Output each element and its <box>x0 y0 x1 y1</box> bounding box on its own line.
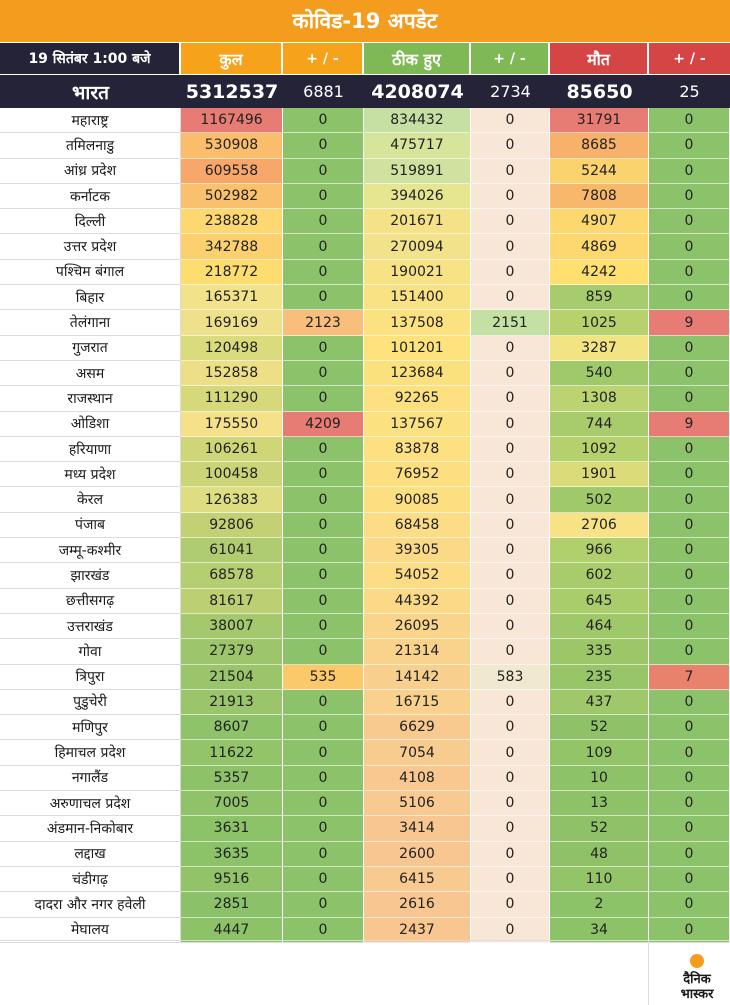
deaths-delta-cell: 0 <box>649 361 730 386</box>
deaths-delta-cell: 0 <box>649 336 730 361</box>
total-cell: 21913 <box>181 690 283 715</box>
deaths-cell: 8685 <box>550 133 649 158</box>
recovered-header: ठीक हुए <box>364 43 471 74</box>
deaths-delta-cell: 0 <box>649 842 730 867</box>
table-row <box>0 816 730 841</box>
deaths-cell: 1901 <box>550 462 649 487</box>
total-delta-cell: 0 <box>283 563 364 588</box>
total-cell: 92806 <box>181 513 283 538</box>
recovered-cell: 7054 <box>364 740 471 765</box>
total-delta-cell: 0 <box>283 690 364 715</box>
table-row <box>0 108 730 133</box>
table-row <box>0 589 730 614</box>
table-row <box>0 715 730 740</box>
deaths-delta-cell: 0 <box>649 639 730 664</box>
footer-divider <box>648 941 649 1005</box>
recovered-delta-cell: 0 <box>471 892 550 917</box>
deaths-cell: 645 <box>550 589 649 614</box>
deaths-cell: 464 <box>550 614 649 639</box>
table-row <box>0 336 730 361</box>
table-row <box>0 766 730 791</box>
total-delta-cell: 0 <box>283 918 364 943</box>
table-row <box>0 310 730 335</box>
deaths-delta-cell: 0 <box>649 487 730 512</box>
recovered-delta-cell: 0 <box>471 336 550 361</box>
total-cell: 7005 <box>181 791 283 816</box>
total-cell: 175550 <box>181 412 283 437</box>
deaths-cell: 34 <box>550 918 649 943</box>
state-name: तेलंगाना <box>0 310 181 335</box>
total-delta-cell: 0 <box>283 538 364 563</box>
deaths-delta-cell: 0 <box>649 285 730 310</box>
recovered-delta-cell: 0 <box>471 639 550 664</box>
date-time-label: 19 सितंबर 1:00 बजे <box>0 43 181 74</box>
total-delta-cell: 0 <box>283 462 364 487</box>
table-row <box>0 487 730 512</box>
total-cell: 38007 <box>181 614 283 639</box>
total-cell: 126383 <box>181 487 283 512</box>
table-row <box>0 867 730 892</box>
state-name: दिल्ली <box>0 209 181 234</box>
total-cell: 1167496 <box>181 108 283 133</box>
deaths-cell: 602 <box>550 563 649 588</box>
recovered-cell: 137567 <box>364 412 471 437</box>
recovered-delta-cell: 0 <box>471 285 550 310</box>
deaths-delta-cell: 0 <box>649 159 730 184</box>
state-name: जम्मू-कश्मीर <box>0 538 181 563</box>
total-cell: 4447 <box>181 918 283 943</box>
state-name: तमिलनाडु <box>0 133 181 158</box>
state-name: कर्नाटक <box>0 184 181 209</box>
recovered-cell: 21314 <box>364 639 471 664</box>
india-recovered-delta: 2734 <box>490 82 531 101</box>
india-total-delta: 6881 <box>303 82 344 101</box>
recovered-cell: 6415 <box>364 867 471 892</box>
total-delta-cell: 0 <box>283 867 364 892</box>
total-cell: 342788 <box>181 234 283 259</box>
recovered-delta-cell: 0 <box>471 715 550 740</box>
deaths-header: मौत <box>550 43 649 74</box>
recovered-cell: 151400 <box>364 285 471 310</box>
state-name: उत्तर प्रदेश <box>0 234 181 259</box>
recovered-cell: 123684 <box>364 361 471 386</box>
table-row <box>0 285 730 310</box>
deaths-delta-cell: 0 <box>649 133 730 158</box>
total-cell: 502982 <box>181 184 283 209</box>
recovered-delta-cell: 0 <box>471 740 550 765</box>
deaths-cell: 4242 <box>550 260 649 285</box>
total-cell: 165371 <box>181 285 283 310</box>
total-delta-cell: 0 <box>283 589 364 614</box>
recovered-delta-cell: 0 <box>471 184 550 209</box>
footer <box>0 940 730 1005</box>
total-delta-cell: 0 <box>283 133 364 158</box>
deaths-cell: 1025 <box>550 310 649 335</box>
total-cell: 100458 <box>181 462 283 487</box>
deaths-cell: 52 <box>550 816 649 841</box>
total-cell: 530908 <box>181 133 283 158</box>
deaths-delta-cell: 0 <box>649 614 730 639</box>
recovered-delta-cell: 0 <box>471 766 550 791</box>
recovered-cell: 16715 <box>364 690 471 715</box>
table-row <box>0 892 730 917</box>
total-cell: 120498 <box>181 336 283 361</box>
state-name: मध्य प्रदेश <box>0 462 181 487</box>
table-row <box>0 740 730 765</box>
deaths-delta-cell: 0 <box>649 437 730 462</box>
deaths-cell: 3287 <box>550 336 649 361</box>
total-delta-cell: 0 <box>283 487 364 512</box>
india-total-row <box>0 75 730 108</box>
deaths-delta-cell: 0 <box>649 867 730 892</box>
recovered-cell: 4108 <box>364 766 471 791</box>
deaths-cell: 110 <box>550 867 649 892</box>
total-cell: 11622 <box>181 740 283 765</box>
table-row <box>0 184 730 209</box>
recovered-delta-cell: 0 <box>471 690 550 715</box>
recovered-delta-cell: 0 <box>471 260 550 285</box>
recovered-cell: 2616 <box>364 892 471 917</box>
deaths-cell: 1308 <box>550 386 649 411</box>
total-cell: 3631 <box>181 816 283 841</box>
total-cell: 81617 <box>181 589 283 614</box>
state-name: असम <box>0 361 181 386</box>
state-name: केरल <box>0 487 181 512</box>
deaths-cell: 859 <box>550 285 649 310</box>
recovered-cell: 26095 <box>364 614 471 639</box>
deaths-delta-cell: 7 <box>649 665 730 690</box>
table-row <box>0 665 730 690</box>
total-cell: 61041 <box>181 538 283 563</box>
deaths-delta-cell: 9 <box>649 310 730 335</box>
recovered-delta-cell: 0 <box>471 589 550 614</box>
total-delta-cell: 0 <box>283 766 364 791</box>
table-row <box>0 639 730 664</box>
recovered-cell: 2437 <box>364 918 471 943</box>
table-row <box>0 690 730 715</box>
table-row <box>0 361 730 386</box>
recovered-cell: 101201 <box>364 336 471 361</box>
total-cell: 2851 <box>181 892 283 917</box>
recovered-cell: 519891 <box>364 159 471 184</box>
total-cell: 169169 <box>181 310 283 335</box>
recovered-delta-cell: 0 <box>471 437 550 462</box>
india-deaths: 85650 <box>566 80 633 103</box>
deaths-delta-cell: 0 <box>649 766 730 791</box>
deaths-cell: 744 <box>550 412 649 437</box>
recovered-delta-cell: 583 <box>471 665 550 690</box>
deaths-delta-cell: 0 <box>649 513 730 538</box>
recovered-cell: 475717 <box>364 133 471 158</box>
deaths-cell: 109 <box>550 740 649 765</box>
total-delta-cell: 0 <box>283 184 364 209</box>
deaths-delta-cell: 0 <box>649 816 730 841</box>
recovered-delta-header: + / - <box>471 43 550 74</box>
state-name: हिमाचल प्रदेश <box>0 740 181 765</box>
total-delta-cell: 0 <box>283 892 364 917</box>
deaths-delta-cell: 0 <box>649 462 730 487</box>
deaths-cell: 31791 <box>550 108 649 133</box>
table-row <box>0 791 730 816</box>
deaths-cell: 4907 <box>550 209 649 234</box>
deaths-cell: 5244 <box>550 159 649 184</box>
deaths-delta-cell: 0 <box>649 209 730 234</box>
deaths-delta-cell: 0 <box>649 108 730 133</box>
total-cell: 9516 <box>181 867 283 892</box>
table-row <box>0 538 730 563</box>
deaths-cell: 1092 <box>550 437 649 462</box>
state-name: पंजाब <box>0 513 181 538</box>
table-row <box>0 234 730 259</box>
recovered-delta-cell: 0 <box>471 563 550 588</box>
total-cell: 152858 <box>181 361 283 386</box>
total-cell: 5357 <box>181 766 283 791</box>
table-row <box>0 437 730 462</box>
total-delta-cell: 0 <box>283 108 364 133</box>
total-cell: 111290 <box>181 386 283 411</box>
recovered-delta-cell: 0 <box>471 487 550 512</box>
india-name: भारत <box>72 81 109 104</box>
deaths-cell: 10 <box>550 766 649 791</box>
recovered-cell: 44392 <box>364 589 471 614</box>
recovered-delta-cell: 0 <box>471 234 550 259</box>
recovered-cell: 92265 <box>364 386 471 411</box>
table-row <box>0 563 730 588</box>
total-delta-cell: 0 <box>283 285 364 310</box>
state-name: राजस्थान <box>0 386 181 411</box>
state-name: पश्चिम बंगाल <box>0 260 181 285</box>
table-row <box>0 842 730 867</box>
recovered-cell: 83878 <box>364 437 471 462</box>
recovered-delta-cell: 0 <box>471 133 550 158</box>
total-delta-cell: 0 <box>283 437 364 462</box>
state-name: छत्तीसगढ़ <box>0 589 181 614</box>
state-name: उत्तराखंड <box>0 614 181 639</box>
deaths-cell: 7808 <box>550 184 649 209</box>
table-row <box>0 159 730 184</box>
deaths-delta-cell: 0 <box>649 918 730 943</box>
recovered-delta-cell: 0 <box>471 209 550 234</box>
deaths-cell: 4869 <box>550 234 649 259</box>
table-row <box>0 462 730 487</box>
recovered-cell: 39305 <box>364 538 471 563</box>
recovered-delta-cell: 0 <box>471 538 550 563</box>
total-cell: 218772 <box>181 260 283 285</box>
recovered-delta-cell: 0 <box>471 108 550 133</box>
recovered-delta-cell: 0 <box>471 159 550 184</box>
total-delta-cell: 4209 <box>283 412 364 437</box>
table-row <box>0 513 730 538</box>
deaths-cell: 502 <box>550 487 649 512</box>
state-name: मणिपुर <box>0 715 181 740</box>
page-title: कोविड-19 अपडेट <box>0 0 730 42</box>
total-delta-cell: 0 <box>283 842 364 867</box>
recovered-cell: 190021 <box>364 260 471 285</box>
total-delta-cell: 0 <box>283 386 364 411</box>
recovered-delta-cell: 0 <box>471 513 550 538</box>
total-cell: 106261 <box>181 437 283 462</box>
deaths-delta-cell: 0 <box>649 538 730 563</box>
recovered-delta-cell: 0 <box>471 791 550 816</box>
table-row <box>0 412 730 437</box>
recovered-delta-cell: 0 <box>471 462 550 487</box>
deaths-delta-cell: 0 <box>649 260 730 285</box>
state-name: ओडिशा <box>0 412 181 437</box>
recovered-cell: 394026 <box>364 184 471 209</box>
recovered-cell: 5106 <box>364 791 471 816</box>
recovered-cell: 68458 <box>364 513 471 538</box>
total-delta-cell: 0 <box>283 260 364 285</box>
deaths-delta-cell: 0 <box>649 791 730 816</box>
total-delta-cell: 0 <box>283 209 364 234</box>
deaths-delta-cell: 0 <box>649 184 730 209</box>
total-delta-cell: 0 <box>283 715 364 740</box>
state-name: अंडमान-निकोबार <box>0 816 181 841</box>
total-cell: 27379 <box>181 639 283 664</box>
table-row <box>0 133 730 158</box>
recovered-delta-cell: 2151 <box>471 310 550 335</box>
deaths-cell: 2706 <box>550 513 649 538</box>
column-header-row <box>0 43 730 74</box>
total-delta-header: + / - <box>283 43 364 74</box>
table-row <box>0 918 730 943</box>
state-name: चंडीगढ़ <box>0 867 181 892</box>
recovered-delta-cell: 0 <box>471 361 550 386</box>
deaths-delta-cell: 0 <box>649 563 730 588</box>
total-delta-cell: 0 <box>283 816 364 841</box>
recovered-delta-cell: 0 <box>471 842 550 867</box>
state-name: अरुणाचल प्रदेश <box>0 791 181 816</box>
recovered-cell: 90085 <box>364 487 471 512</box>
recovered-delta-cell: 0 <box>471 614 550 639</box>
india-total: 5312537 <box>185 80 279 103</box>
deaths-delta-cell: 0 <box>649 386 730 411</box>
total-delta-cell: 0 <box>283 361 364 386</box>
state-name: त्रिपुरा <box>0 665 181 690</box>
state-name: पुडुचेरी <box>0 690 181 715</box>
state-name: बिहार <box>0 285 181 310</box>
total-cell: 609558 <box>181 159 283 184</box>
state-name: आंध्र प्रदेश <box>0 159 181 184</box>
state-name: नगालैंड <box>0 766 181 791</box>
table-row <box>0 614 730 639</box>
recovered-cell: 834432 <box>364 108 471 133</box>
total-delta-cell: 535 <box>283 665 364 690</box>
table-row <box>0 260 730 285</box>
table-row <box>0 386 730 411</box>
deaths-cell: 48 <box>550 842 649 867</box>
table-row <box>0 209 730 234</box>
deaths-cell: 437 <box>550 690 649 715</box>
total-delta-cell: 0 <box>283 740 364 765</box>
state-table <box>0 108 730 943</box>
recovered-cell: 54052 <box>364 563 471 588</box>
deaths-cell: 966 <box>550 538 649 563</box>
deaths-delta-header: + / - <box>649 43 730 74</box>
deaths-cell: 335 <box>550 639 649 664</box>
recovered-cell: 3414 <box>364 816 471 841</box>
total-delta-cell: 0 <box>283 336 364 361</box>
deaths-cell: 540 <box>550 361 649 386</box>
state-name: हरियाणा <box>0 437 181 462</box>
recovered-delta-cell: 0 <box>471 386 550 411</box>
recovered-cell: 6629 <box>364 715 471 740</box>
recovered-cell: 76952 <box>364 462 471 487</box>
total-header: कुल <box>181 43 283 74</box>
deaths-cell: 52 <box>550 715 649 740</box>
deaths-delta-cell: 0 <box>649 892 730 917</box>
state-name: लद्दाख <box>0 842 181 867</box>
deaths-cell: 235 <box>550 665 649 690</box>
deaths-delta-cell: 0 <box>649 690 730 715</box>
state-name: मेघालय <box>0 918 181 943</box>
deaths-cell: 13 <box>550 791 649 816</box>
state-name: महाराष्ट्र <box>0 108 181 133</box>
total-delta-cell: 0 <box>283 234 364 259</box>
deaths-delta-cell: 0 <box>649 740 730 765</box>
deaths-delta-cell: 9 <box>649 412 730 437</box>
deaths-delta-cell: 0 <box>649 234 730 259</box>
total-cell: 68578 <box>181 563 283 588</box>
total-delta-cell: 0 <box>283 513 364 538</box>
deaths-delta-cell: 0 <box>649 715 730 740</box>
total-delta-cell: 0 <box>283 159 364 184</box>
state-name: गुजरात <box>0 336 181 361</box>
logo-text-line1: दैनिक <box>683 972 711 987</box>
recovered-delta-cell: 0 <box>471 918 550 943</box>
logo-sun-icon <box>690 954 704 968</box>
state-name: झारखंड <box>0 563 181 588</box>
total-cell: 3635 <box>181 842 283 867</box>
deaths-cell: 2 <box>550 892 649 917</box>
total-delta-cell: 0 <box>283 791 364 816</box>
recovered-cell: 14142 <box>364 665 471 690</box>
total-cell: 8607 <box>181 715 283 740</box>
recovered-cell: 137508 <box>364 310 471 335</box>
recovered-cell: 2600 <box>364 842 471 867</box>
recovered-cell: 201671 <box>364 209 471 234</box>
total-cell: 21504 <box>181 665 283 690</box>
total-delta-cell: 2123 <box>283 310 364 335</box>
recovered-delta-cell: 0 <box>471 816 550 841</box>
dainik-bhaskar-logo <box>668 947 726 1003</box>
recovered-cell: 270094 <box>364 234 471 259</box>
state-name: गोवा <box>0 639 181 664</box>
india-deaths-delta: 25 <box>679 82 700 101</box>
total-delta-cell: 0 <box>283 639 364 664</box>
recovered-delta-cell: 0 <box>471 867 550 892</box>
deaths-delta-cell: 0 <box>649 589 730 614</box>
state-name: दादरा और नगर हवेली <box>0 892 181 917</box>
india-recovered: 4208074 <box>371 80 464 103</box>
logo-text-line2: भास्कर <box>680 987 714 1002</box>
total-delta-cell: 0 <box>283 614 364 639</box>
total-cell: 238828 <box>181 209 283 234</box>
recovered-delta-cell: 0 <box>471 412 550 437</box>
